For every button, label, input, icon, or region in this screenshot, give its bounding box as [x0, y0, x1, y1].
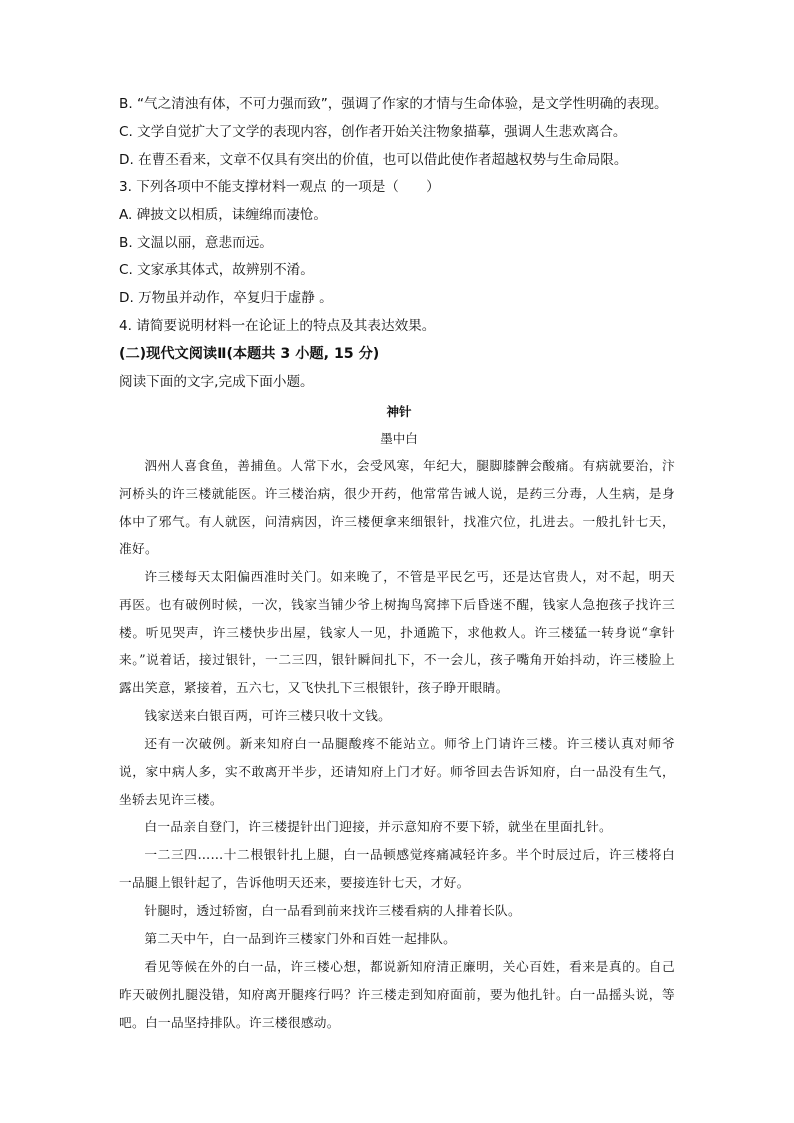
story-paragraph: 针腿时，透过轿窗，白一品看到前来找许三楼看病的人排着长队。 — [144, 903, 522, 918]
section-instruction: 阅读下面的文字,完成下面小题。 — [119, 374, 314, 390]
q3-option-c: C. 文家承其体式，故辨别不淆。 — [119, 262, 314, 278]
story-paragraph: 一二三四……十二根银针扎上腿，白一品顿感觉疼痛减轻许多。半个时辰过后，许三楼将白一品腿上银针起了，告诉他明天还来，要接连针七天，才好。 — [119, 847, 675, 890]
story-paragraph: 钱家送来白银百两，可许三楼只收十文钱。 — [144, 708, 392, 723]
story-paragraph: 许三楼每天太阳偏西准时关门。如来晚了，不管是平民乞丐，还是达官贵人，对不起，明天再医。也有破例时候，一次，钱家当铺少爷上树掏鸟窝摔下后昏迷不醒，钱家人急抱孩子找许三楼。听见哭声，许三楼快步出屋，钱家人一见，扑通跪下，求他救人。许三楼猛一转身说“拿针来。”说着话，接过银针，一二三四，银针瞬间扎下，不一会儿，孩子嘴角开始抖动，许三楼脸上露出笑意，紧接着，五六七，又飞快扎下三根银针，孩子睁开眼睛。 — [119, 569, 675, 696]
q3-option-d: D. 万物虽并动作，卒复归于虚静 。 — [119, 290, 333, 306]
option-d: D. 在曹丕看来，文章不仅具有突出的价值，也可以借此使作者超越权势与生命局限。 — [119, 152, 628, 168]
story-author: 墨中白 — [380, 431, 418, 446]
story-paragraph: 还有一次破例。新来知府白一品腿酸疼不能站立。师爷上门请许三楼。许三楼认真对师爷说，家中病人多，实不敢离开半步，还请知府上门才好。师爷回去告诉知府，白一品没有生气，坐轿去见许三楼。 — [119, 736, 675, 807]
story-paragraph: 泗州人喜食鱼，善捕鱼。人常下水，会受风寒，年纪大，腿脚膝髀会酸痛。有病就要治，汴河桥头的许三楼就能医。许三楼治病，很少开药，他常常告诫人说，是药三分毒，人生病，是身体中了邪气。有人就医，问清病因，许三楼便拿来细银针，找准穴位，扎进去。一般扎针七天，准好。 — [119, 458, 675, 557]
story-paragraph: 第二天中午，白一品到许三楼家门外和百姓一起排队。 — [144, 931, 457, 946]
question-4-stem: 4. 请简要说明材料一在论证上的特点及其表达效果。 — [119, 318, 436, 334]
story-paragraph: 看见等候在外的白一品，许三楼心想，都说新知府清正廉明，关心百姓，看来是真的。自己昨天破例扎腿没错，知府离开腿疼行吗？许三楼走到知府面前，要为他扎针。白一品摇头说，等吧。白一品坚持排队。许三楼很感动。 — [119, 959, 675, 1030]
section-heading: (二)现代文阅读Ⅱ(本题共 3 小题, 15 分) — [119, 346, 380, 362]
q3-option-b: B. 文温以丽，意悲而远。 — [119, 235, 273, 251]
option-c: C. 文学自觉扩大了文学的表现内容，创作者开始关注物象描摹，强调人生悲欢离合。 — [119, 124, 627, 140]
story-title: 神针 — [386, 404, 412, 419]
option-b: B. “气之清浊有体，不可力强而致”，强调了作家的才情与生命体验，是文学性明确的表现。 — [119, 96, 668, 112]
question-3-stem: 3. 下列各项中不能支撑材料一观点 的一项是（ ） — [119, 179, 440, 195]
q3-option-a: A. 碑披文以相质，诔缠绵而凄怆。 — [119, 207, 328, 223]
story-paragraph: 白一品亲自登门，许三楼提针出门迎接，并示意知府不要下轿，就坐在里面扎针。 — [144, 819, 612, 834]
